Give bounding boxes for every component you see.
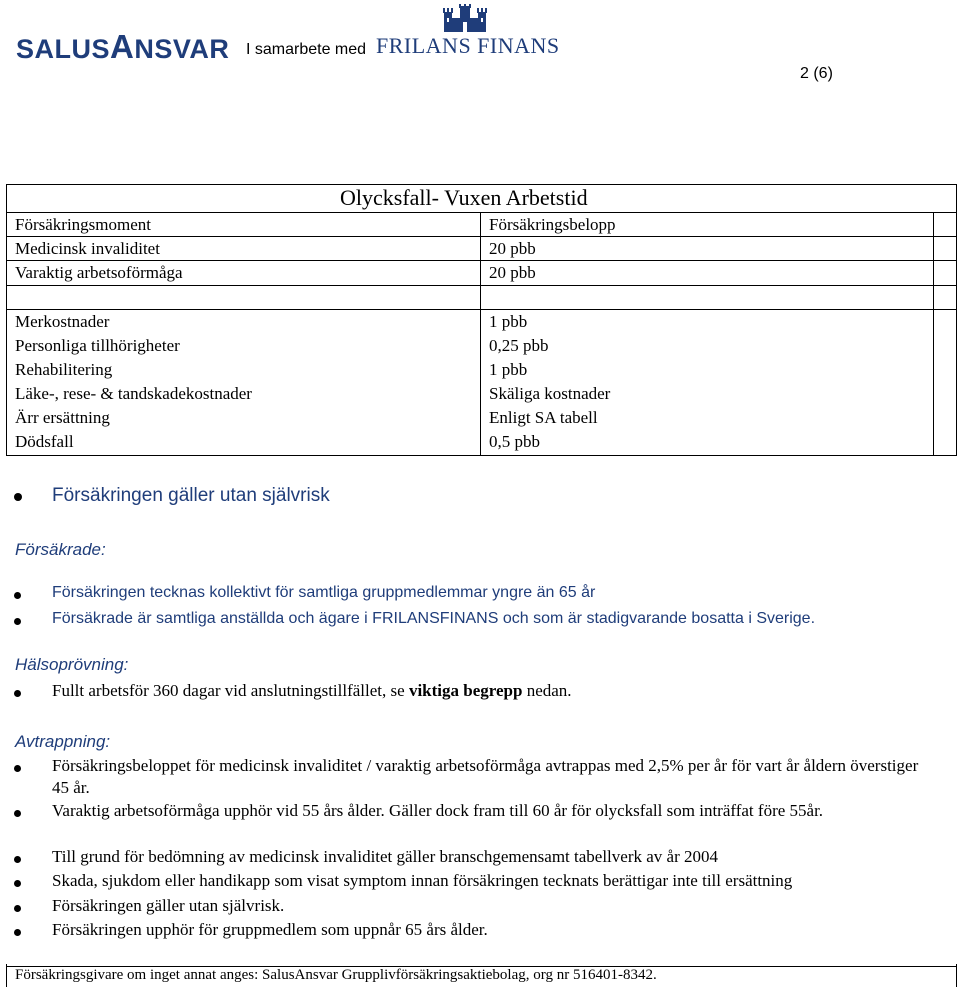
bullet-icon	[14, 493, 22, 501]
logo-part-a: A	[110, 28, 135, 65]
table-border-right	[956, 184, 957, 456]
cell-moment: Personliga tillhörigheter	[15, 336, 180, 355]
insured-heading: Försäkrade:	[15, 540, 106, 559]
header-belopp: Försäkringsbelopp	[489, 215, 616, 234]
table-border-left	[6, 184, 7, 456]
health-item-pre: Fullt arbetsför 360 dagar vid anslutningstillfället, se	[52, 681, 409, 700]
cell-belopp: 20 pbb	[489, 263, 536, 282]
table-title: Olycksfall- Vuxen Arbetstid	[340, 185, 588, 210]
cell-belopp: Enligt SA tabell	[489, 408, 598, 427]
footer-text: Försäkringsgivare om inget annat anges: SalusAnsvar Grupplivförsäkringsaktiebolag, org nr 516401-8342.	[15, 967, 657, 983]
cell-belopp: 0,5 pbb	[489, 432, 540, 451]
cell-belopp: 20 pbb	[489, 239, 536, 258]
salusansvar-logo	[16, 28, 229, 66]
cell-moment: Ärr ersättning	[15, 408, 110, 427]
health-item-bold: viktiga begrepp	[408, 681, 523, 700]
reduction-item: Varaktig arbetsoförmåga upphör vid 55 års ålder. Gäller dock fram till 60 år för olycksfall som inträffat före 55år.	[52, 801, 824, 820]
cell-belopp: 1 pbb	[489, 312, 528, 331]
logo-part-nsvar: NSVAR	[134, 34, 230, 64]
cell-belopp: 1 pbb	[489, 360, 528, 379]
footer-border-left	[6, 964, 7, 987]
logo-part-salus: SALUS	[16, 34, 111, 64]
samarbete-text: I samarbete med	[246, 41, 367, 58]
castle-icon	[440, 4, 490, 34]
table-border-bottom	[6, 455, 957, 456]
table-row-line	[6, 309, 957, 310]
no-deductible-text: Försäkringen gäller utan självrisk	[52, 485, 330, 506]
bullet-icon	[14, 765, 21, 772]
reduction-item: Försäkringen upphör för gruppmedlem som uppnår 65 års ålder.	[52, 920, 488, 939]
reduction-item: Till grund för bedömning av medicinsk invaliditet gäller branschgemensamt tabellverk av år 2004	[52, 847, 718, 866]
reduction-heading: Avtrappning:	[15, 732, 111, 751]
frilansfinans-logo: FRILANS FINANS	[376, 33, 560, 58]
bullet-icon	[14, 618, 21, 625]
cell-moment: Dödsfall	[15, 432, 74, 451]
cell-belopp: Skäliga kostnader	[489, 384, 611, 403]
cell-moment: Varaktig arbetsoförmåga	[15, 263, 183, 282]
health-heading: Hälsoprövning:	[15, 655, 129, 674]
bullet-icon	[14, 690, 21, 697]
bullet-icon	[14, 905, 21, 912]
reduction-item: Skada, sjukdom eller handikapp som visat symptom innan försäkringen tecknats berättigar inte till ersättning	[52, 871, 793, 890]
table-col-divider	[933, 212, 934, 456]
bullet-icon	[14, 592, 21, 599]
bullet-icon	[14, 880, 21, 887]
table-col-divider	[480, 212, 481, 456]
header-moment: Försäkringsmoment	[15, 215, 151, 234]
cell-moment: Läke-, rese- & tandskadekostnader	[15, 384, 252, 403]
reduction-item: Försäkringsbeloppet för medicinsk invaliditet / varaktig arbetsoförmåga avtrappas med 2,5% per år för vart år åldern överstiger 45 år.	[52, 756, 919, 797]
footer-border-right	[956, 964, 957, 987]
table-row-line	[6, 285, 957, 286]
bullet-icon	[14, 856, 21, 863]
health-item-post: nedan.	[522, 681, 572, 700]
cell-moment: Merkostnader	[15, 312, 110, 331]
page-number: 2 (6)	[800, 65, 833, 82]
bullet-icon	[14, 810, 21, 817]
cell-belopp: 0,25 pbb	[489, 336, 549, 355]
reduction-item: Försäkringen gäller utan självrisk.	[52, 896, 285, 915]
health-item	[52, 680, 572, 702]
cell-moment: Medicinsk invaliditet	[15, 239, 160, 258]
insured-item: Försäkrade är samtliga anställda och ägare i FRILANSFINANS och som är stadigvarande bosatta i Sverige.	[52, 610, 816, 627]
cell-moment: Rehabilitering	[15, 360, 113, 379]
insured-item: Försäkringen tecknas kollektivt för samtliga gruppmedlemmar yngre än 65 år	[52, 584, 596, 601]
bullet-icon	[14, 929, 21, 936]
